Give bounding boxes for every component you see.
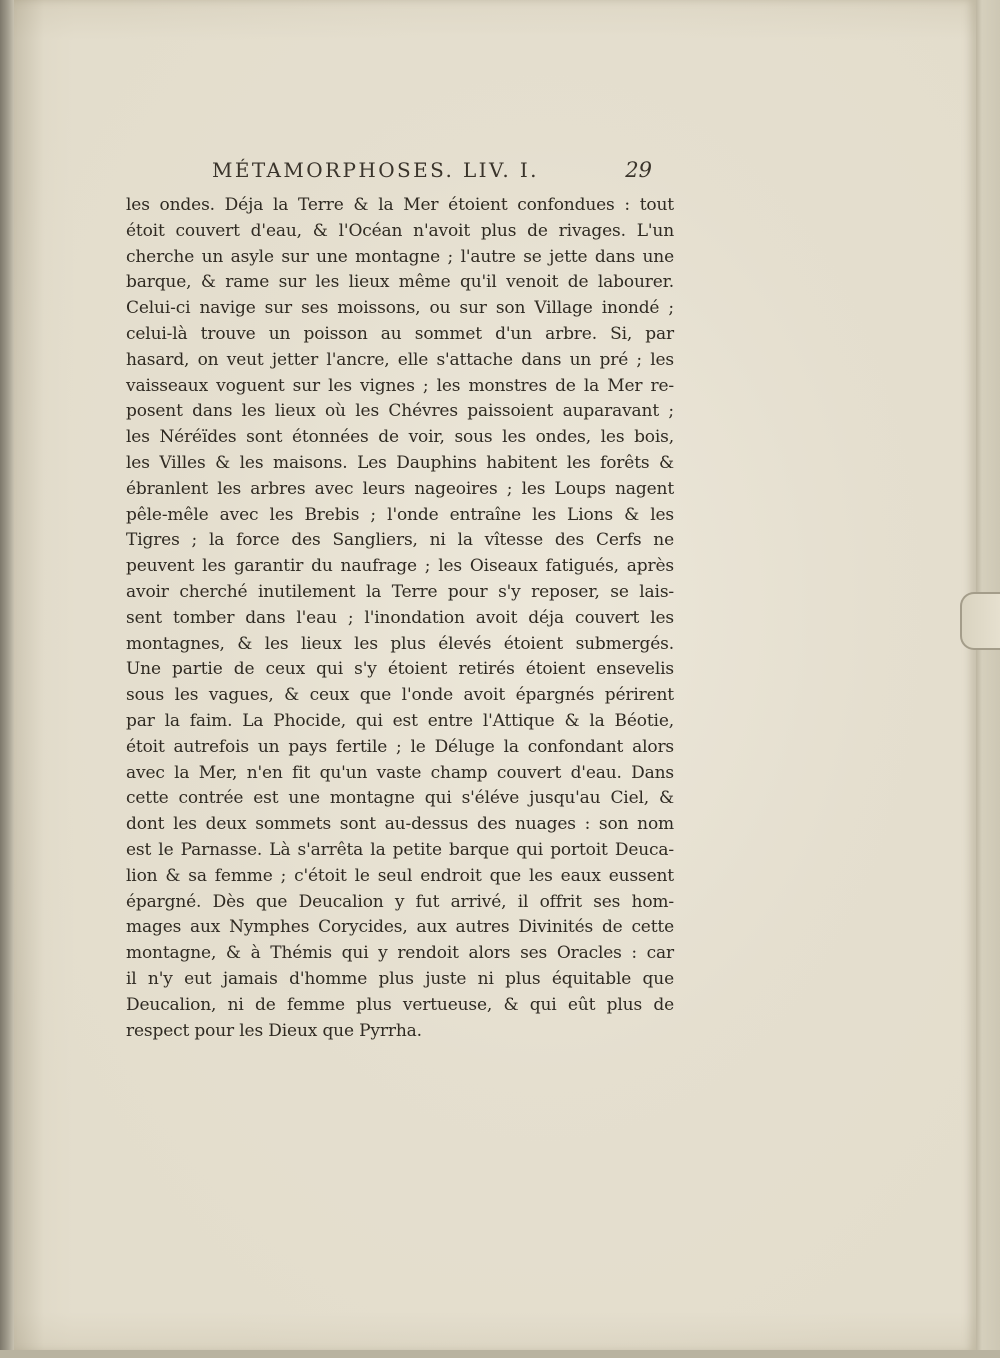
text-line: montagnes, & les lieux les plus élevés étoient submergés. <box>126 633 674 654</box>
page-number: 29 <box>625 158 652 182</box>
text-line: vaisseaux voguent sur les vignes ; les monstres de la Mer re- <box>126 375 674 396</box>
text-line: cette contrée est une montagne qui s'éléve jusqu'au Ciel, & <box>126 788 674 809</box>
text-line: les ondes. Déja la Terre & la Mer étoient confondues : tout <box>126 195 674 215</box>
text-line: pêle-mêle avec les Brebis ; l'onde entraîne les Lions & les <box>126 504 674 525</box>
body-text <box>126 193 674 1044</box>
text-line: il n'y eut jamais d'homme plus juste ni plus équitable que <box>126 968 674 989</box>
running-head <box>212 158 664 188</box>
text-line: par la faim. La Phocide, qui est entre l'Attique & la Béotie, <box>126 710 674 731</box>
running-head-title: MÉTAMORPHOSES. LIV. I. <box>212 158 539 182</box>
text-line: barque, & rame sur les lieux même qu'il venoit de labourer. <box>126 272 674 293</box>
text-line: sent tomber dans l'eau ; l'inondation avoit déja couvert les <box>126 607 674 628</box>
text-line: mages aux Nymphes Corycides, aux autres Divinités de cette <box>126 917 674 938</box>
text-line: épargné. Dès que Deucalion y fut arrivé, il offrit ses hom- <box>126 891 674 912</box>
bottom-edge <box>0 1350 1000 1358</box>
text-line: sous les vagues, & ceux que l'onde avoit épargnés périrent <box>126 685 674 706</box>
text-line: les Néréïdes sont étonnées de voir, sous les ondes, les bois, <box>126 427 674 448</box>
text-line: peuvent les garantir du naufrage ; les Oiseaux fatigués, après <box>126 556 674 577</box>
text-line: étoit autrefois un pays fertile ; le Déluge la confondant alors <box>126 736 674 757</box>
page-tab-marker <box>960 592 1000 650</box>
text-line: Deucalion, ni de femme plus vertueuse, & qui eût plus de <box>126 994 674 1015</box>
text-line: montagne, & à Thémis qui y rendoit alors ses Oracles : car <box>126 943 674 964</box>
text-line: respect pour les Dieux que Pyrrha. <box>126 1020 422 1041</box>
text-line: dont les deux sommets sont au-dessus des nuages : son nom <box>126 814 674 835</box>
text-line: posent dans les lieux où les Chévres paissoient auparavant ; <box>126 401 674 422</box>
text-line: celui-là trouve un poisson au sommet d'un arbre. Si, par <box>126 323 674 344</box>
text-line: Une partie de ceux qui s'y étoient retirés étoient ensevelis <box>126 659 674 680</box>
text-line: Celui-ci navige sur ses moissons, ou sur son Village inondé ; <box>126 298 674 319</box>
text-line: cherche un asyle sur une montagne ; l'autre se jette dans une <box>126 246 674 267</box>
text-line: les Villes & les maisons. Les Dauphins habitent les forêts & <box>126 452 674 473</box>
text-line: lion & sa femme ; c'étoit le seul endroit que les eaux eussent <box>126 865 674 886</box>
text-line: hasard, on veut jetter l'ancre, elle s'attache dans un pré ; les <box>126 349 674 370</box>
text-line: étoit couvert d'eau, & l'Océan n'avoit plus de rivages. L'un <box>126 220 674 241</box>
text-line: Tigres ; la force des Sangliers, ni la vîtesse des Cerfs ne <box>126 530 674 551</box>
page-edge <box>976 0 1000 1358</box>
text-line: ébranlent les arbres avec leurs nageoires ; les Loups nagent <box>126 478 674 499</box>
text-line: est le Parnasse. Là s'arrêta la petite barque qui portoit Deuca- <box>126 839 674 860</box>
text-line: avoir cherché inutilement la Terre pour s'y reposer, se lais- <box>126 581 674 602</box>
text-line: avec la Mer, n'en fit qu'un vaste champ couvert d'eau. Dans <box>126 762 674 783</box>
